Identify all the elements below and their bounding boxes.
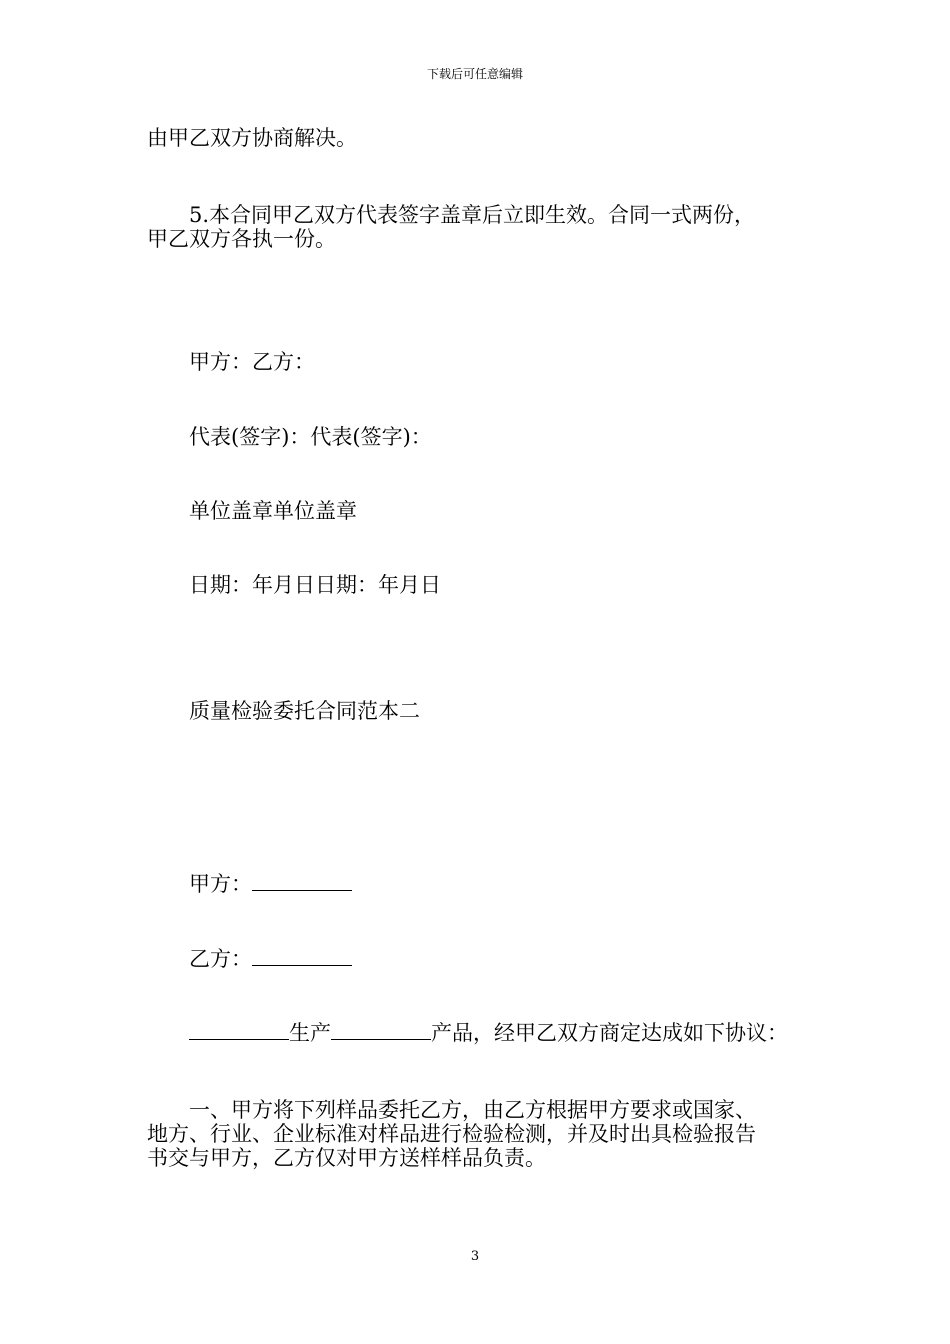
paragraph-effectiveness-line-1: 5.本合同甲乙双方代表签字盖章后立即生效。合同一式两份， xyxy=(189,203,756,227)
clause-one-line-3: 书交与甲方，乙方仅对甲方送样样品负责。 xyxy=(147,1146,546,1170)
product-blank xyxy=(331,1021,431,1040)
party-a-label: 甲方： xyxy=(189,872,252,896)
page-header: 下载后可任意编辑 xyxy=(426,67,523,81)
party-a-blank xyxy=(252,872,352,891)
signature-dates: 日期：年月日日期：年月日 xyxy=(189,573,441,597)
party-a-line xyxy=(189,872,849,896)
paragraph-effectiveness-line-2: 甲乙双方各执一份。 xyxy=(147,227,336,251)
party-b-line xyxy=(189,947,849,971)
signature-parties: 甲方：乙方： xyxy=(189,350,315,374)
clause-one-line-1: 一、甲方将下列样品委托乙方，由乙方根据甲方要求或国家、 xyxy=(189,1098,756,1122)
agreement-intro xyxy=(189,1021,849,1045)
paragraph-dispute-resolution: 由甲乙双方协商解决。 xyxy=(147,126,357,150)
page-number: 3 xyxy=(470,1249,480,1264)
agreement-intro-tail: 产品，经甲乙双方商定达成如下协议： xyxy=(431,1021,788,1045)
signature-seals: 单位盖章单位盖章 xyxy=(189,499,357,523)
party-b-label: 乙方： xyxy=(189,947,252,971)
signature-representatives: 代表(签字)：代表(签字)： xyxy=(189,425,432,449)
clause-one xyxy=(147,1098,807,1170)
clause-one-line-2: 地方、行业、企业标准对样品进行检验检测，并及时出具检验报告 xyxy=(147,1122,756,1146)
section-title: 质量检验委托合同范本二 xyxy=(189,699,420,723)
agreement-intro-middle: 生产 xyxy=(289,1021,331,1045)
party-b-blank xyxy=(252,947,352,966)
producer-blank xyxy=(189,1021,289,1040)
paragraph-effectiveness xyxy=(147,203,807,251)
